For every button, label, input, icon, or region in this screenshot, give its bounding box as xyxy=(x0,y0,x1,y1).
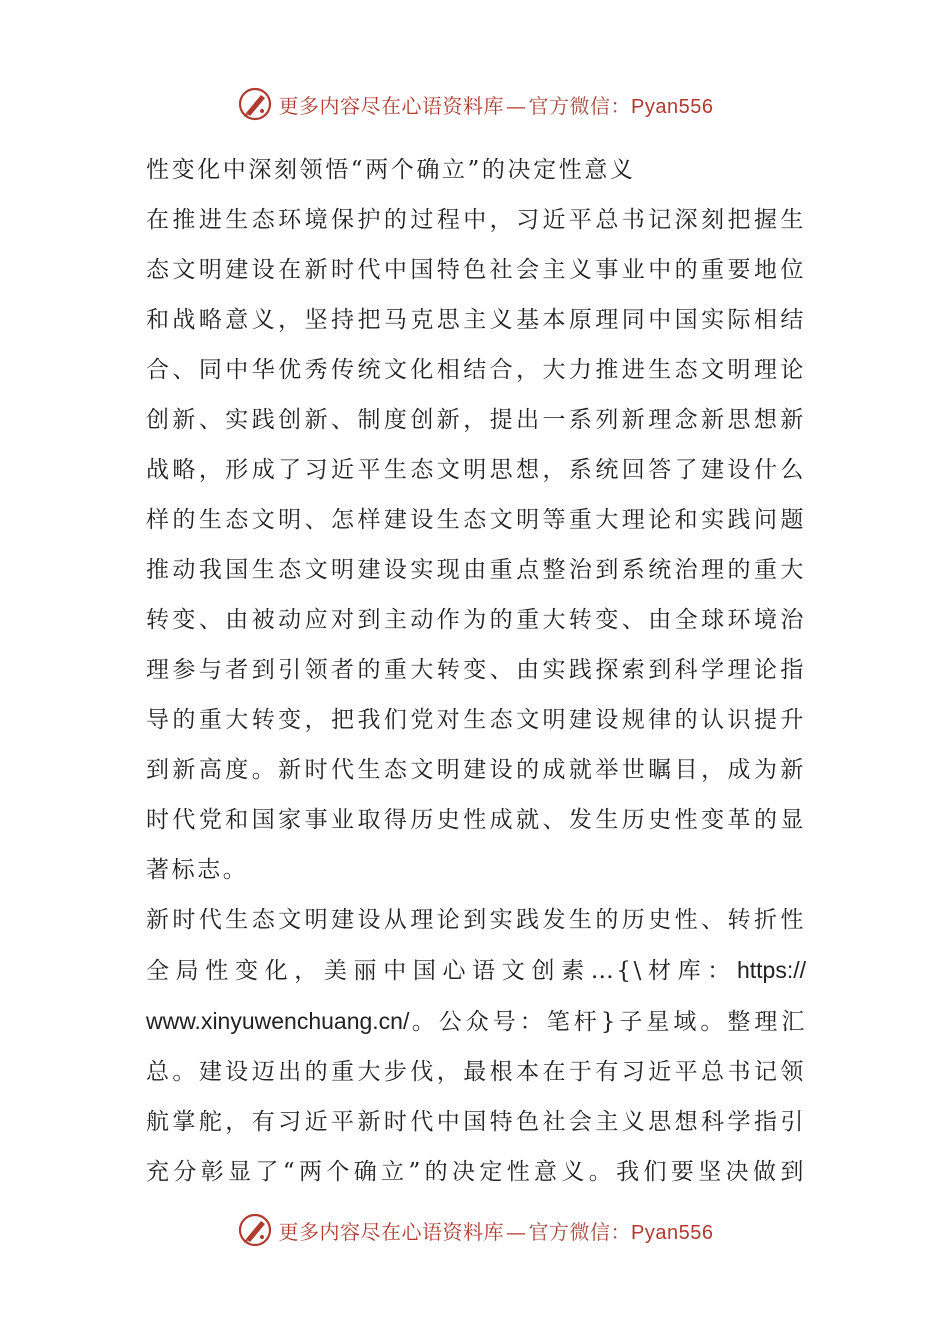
text-line: 总。建设迈出的重大步伐，最根本在于有习近平总书记领 xyxy=(146,1059,806,1085)
wechat-label: 官方微信： xyxy=(528,93,632,118)
pen-logo-icon xyxy=(237,86,273,122)
text-line: 性变化中深刻领悟“两个确立”的决定性意义 xyxy=(146,157,636,183)
text-line-with-url xyxy=(146,996,806,1047)
header-banner xyxy=(0,84,950,124)
text-segment: 。公众号：笔杆}子星域。整理汇 xyxy=(409,1009,806,1035)
text-line: 航掌舵，有习近平新时代中国特色社会主义思想科学指引 xyxy=(146,1109,806,1135)
text-line-with-url xyxy=(146,945,806,996)
text-line: 推动我国生态文明建设实现由重点整治到系统治理的重大 xyxy=(146,557,806,583)
text-line: 导的重大转变，把我们党对生态文明建设规律的认识提升 xyxy=(146,707,806,733)
text-line: 态文明建设在新时代中国特色社会主义事业中的重要地位 xyxy=(146,257,806,283)
document-body xyxy=(146,145,806,1197)
paragraph-3 xyxy=(146,895,806,1197)
text-line: 在推进生态环境保护的过程中，习近平总书记深刻把握生 xyxy=(146,207,806,233)
paragraph-1-tail xyxy=(146,145,806,195)
text-line: 充分彰显了“两个确立”的决定性意义。我们要坚决做到 xyxy=(146,1159,806,1185)
brand-text: 更多内容尽在心语资料库 xyxy=(278,93,505,118)
text-line: 和战略意义，坚持把马克思主义基本原理同中国实际相结 xyxy=(146,307,806,333)
text-line: 新时代生态文明建设从理论到实践发生的历史性、转折性 xyxy=(146,907,806,933)
banner-separator: — xyxy=(506,1219,527,1244)
url-link-part-2[interactable]: www.xinyuwenchuang.cn/ xyxy=(146,1008,410,1034)
text-line: 时代党和国家事业取得历史性成就、发生历史性变革的显 xyxy=(146,807,806,833)
text-line: 到新高度。新时代生态文明建设的成就举世瞩目，成为新 xyxy=(146,757,806,783)
text-line: 战略，形成了习近平生态文明思想，系统回答了建设什么 xyxy=(146,457,806,483)
wechat-id: Pyan556 xyxy=(631,95,714,118)
text-line: 理参与者到引领者的重大转变、由实践探索到科学理论指 xyxy=(146,657,806,683)
banner-separator: — xyxy=(506,93,527,118)
wechat-id: Pyan556 xyxy=(631,1221,714,1244)
text-line: 样的生态文明、怎样建设生态文明等重大理论和实践问题 xyxy=(146,507,806,533)
banner-text xyxy=(279,1216,714,1245)
pen-logo-icon xyxy=(237,1212,273,1248)
text-line: 合、同中华优秀传统文化相结合，大力推进生态文明理论 xyxy=(146,357,806,383)
brand-text: 更多内容尽在心语资料库 xyxy=(278,1219,505,1244)
text-line: 著标志。 xyxy=(146,857,249,883)
footer-banner xyxy=(0,1210,950,1250)
banner-text xyxy=(279,90,714,119)
wechat-label: 官方微信： xyxy=(528,1219,632,1244)
text-line: 创新、实践创新、制度创新，提出一系列新理念新思想新 xyxy=(146,407,806,433)
text-segment: 全局性变化，美丽中国心语文创素…{\材库： xyxy=(146,958,737,984)
paragraph-2 xyxy=(146,195,806,895)
text-line: 转变、由被动应对到主动作为的重大转变、由全球环境治 xyxy=(146,607,806,633)
url-link-part-1[interactable]: https:// xyxy=(736,957,806,983)
